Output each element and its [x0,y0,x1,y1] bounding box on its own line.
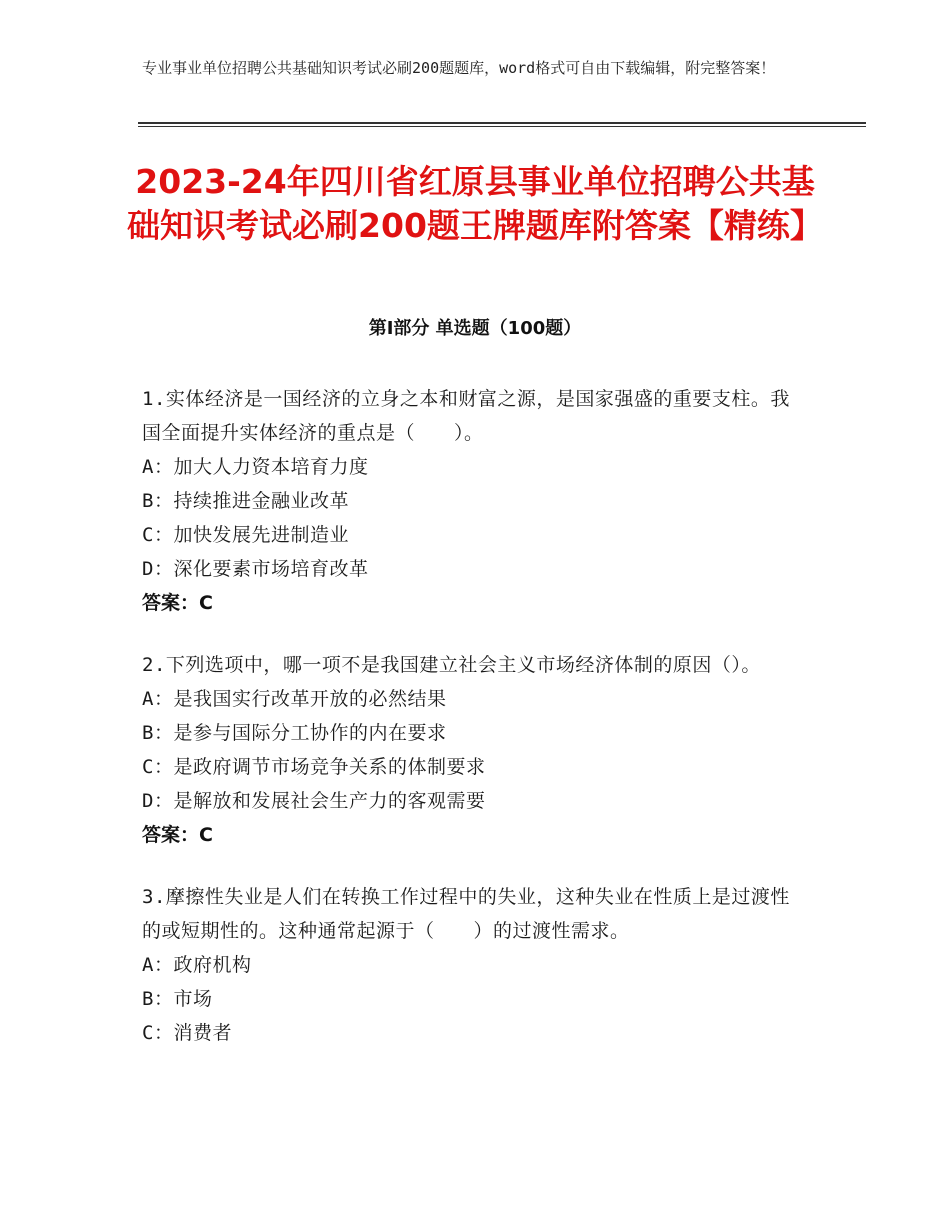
document-title: 2023-24年四川省红原县事业单位招聘公共基础知识考试必刷200题王牌题库附答案【精练】 [127,162,823,245]
section-heading: 第Ⅰ部分 单选题（100题） [368,318,582,339]
option-a: A：是我国实行改革开放的必然结果 [142,688,447,710]
question-1 [142,382,802,620]
answer-label: 答案：C [142,824,213,846]
question-2 [142,648,802,852]
header-divider-thin [138,126,866,127]
question-list [142,382,802,1078]
option-c: C：消费者 [142,1022,232,1044]
answer-label: 答案：C [142,592,213,614]
option-c: C：是政府调节市场竞争关系的体制要求 [142,756,486,778]
option-d: D：是解放和发展社会生产力的客观需要 [142,790,486,812]
option-b: B：是参与国际分工协作的内在要求 [142,722,447,744]
option-a: A：加大人力资本培育力度 [142,456,369,478]
option-c: C：加快发展先进制造业 [142,524,349,546]
option-d: D：深化要素市场培育改革 [142,558,369,580]
question-text: 2.下列选项中，哪一项不是我国建立社会主义市场经济体制的原因（）。 [142,654,761,676]
question-text: 3.摩擦性失业是人们在转换工作过程中的失业，这种失业在性质上是过渡性的或短期性的。这种通常起源于（ ）的过渡性需求。 [142,886,790,942]
header-divider [138,122,866,124]
option-b: B：市场 [142,988,213,1010]
question-text: 1.实体经济是一国经济的立身之本和财富之源，是国家强盛的重要支柱。我国全面提升实体经济的重点是（ ）。 [142,388,790,444]
question-3 [142,880,802,1050]
option-a: A：政府机构 [142,954,252,976]
header-note: 专业事业单位招聘公共基础知识考试必刷200题题库，word格式可自由下载编辑，附完整答案！ [142,59,776,77]
option-b: B：持续推进金融业改革 [142,490,349,512]
